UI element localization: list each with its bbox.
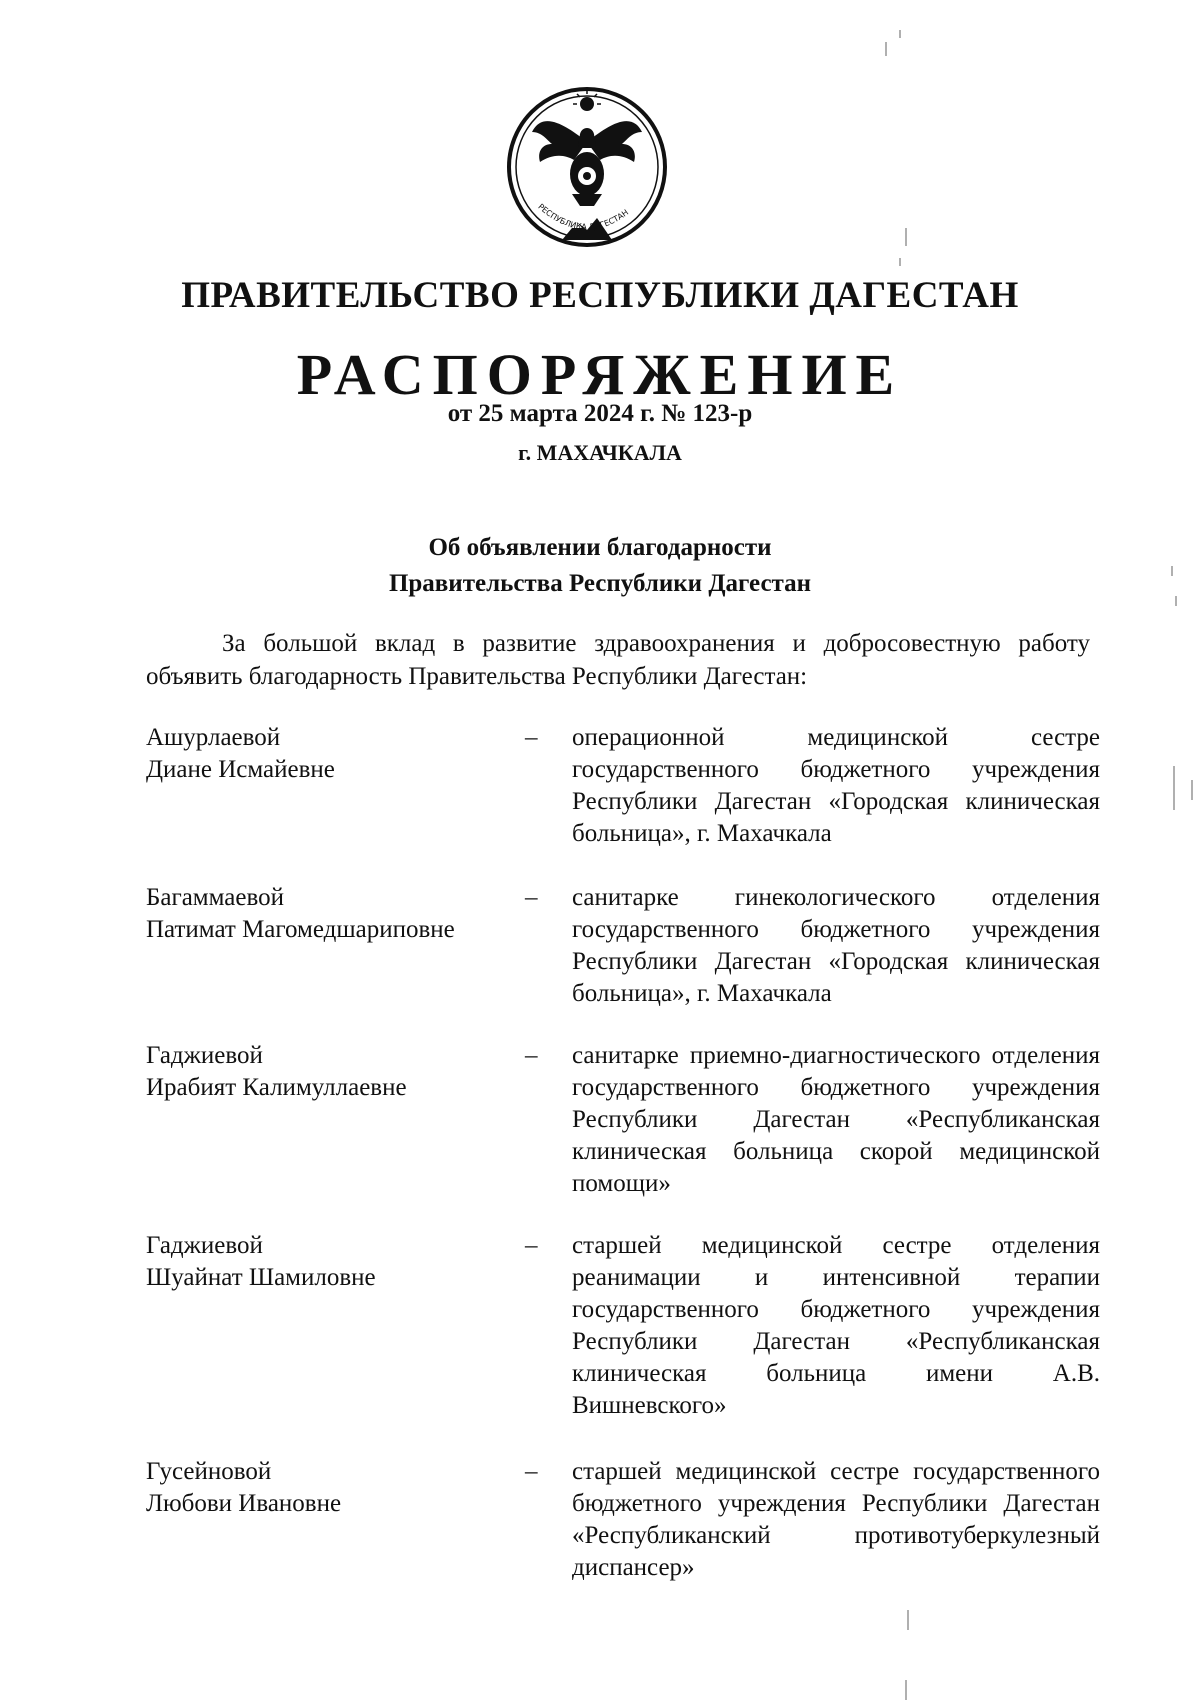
preamble-paragraph: За большой вклад в развитие здравоохранения и добросовестную работу объявить благодарность Правительства Республики Дагестан: — [146, 630, 1090, 690]
awardee-given-names: Патимат Магомедшариповне — [146, 916, 455, 943]
awardee-surname: Гаджиевой — [146, 1232, 263, 1259]
subject-line-1: Об объявлении благодарности — [428, 534, 772, 561]
emblem-ribbon-text: РЕСПУБЛИКА ДАГЕСТАН — [536, 202, 631, 232]
awardee-position-description: старшей медицинской сестре отделения реанимации и интенсивной терапии государственного бюджетного учреждения Республики Дагестан «Республиканская клиническая больница имени А.В. Вишневского» — [572, 1232, 1100, 1419]
coat-of-arms-emblem — [502, 82, 672, 260]
eagle-icon — [532, 121, 642, 206]
awardee-surname: Ашурлаевой — [146, 724, 281, 751]
awardee-entry — [146, 882, 1100, 1007]
awardee-surname: Багаммаевой — [146, 884, 284, 911]
document-subject — [0, 530, 1200, 602]
document-city: г. МАХАЧКАЛА — [518, 440, 682, 465]
awardee-dash: – — [525, 884, 538, 911]
awardee-dash: – — [525, 1458, 538, 1485]
subject-line-2: Правительства Республики Дагестан — [388, 570, 812, 597]
awardee-given-names: Ирабият Калимуллаевне — [146, 1074, 407, 1101]
awardee-given-names: Шуайнат Шамиловне — [146, 1264, 376, 1291]
awardee-position-description: санитарке приемно-диагностического отделения государственного бюджетного учреждения Республики Дагестан «Республиканская клиническая больница скорой медицинской помощи» — [572, 1042, 1100, 1197]
awardee-entry — [146, 722, 1100, 847]
awardee-entry — [146, 1456, 1100, 1581]
awardee-surname: Гаджиевой — [146, 1042, 263, 1069]
document-type: РАСПОРЯЖЕНИЕ — [296, 342, 904, 407]
awardee-entry — [146, 1230, 1100, 1419]
awardee-position-description: санитарке гинекологического отделения государственного бюджетного учреждения Республики Дагестан «Городская клиническая больница», г. Махачкала — [572, 884, 1100, 1007]
awardee-surname: Гусейновой — [146, 1458, 272, 1485]
awardee-dash: – — [525, 724, 538, 751]
awardee-position-description: операционной медицинской сестре государственного бюджетного учреждения Республики Дагестан «Городская клиническая больница», г. Махачкала — [572, 724, 1100, 847]
awardee-given-names: Диане Исмайевне — [146, 756, 335, 783]
awardee-dash: – — [525, 1042, 538, 1069]
awardee-given-names: Любови Ивановне — [146, 1490, 342, 1517]
government-title: ПРАВИТЕЛЬСТВО РЕСПУБЛИКИ ДАГЕСТАН — [181, 275, 1019, 316]
awardee-dash: – — [525, 1232, 538, 1259]
document-date-number: от 25 марта 2024 г. № 123-р — [447, 400, 753, 427]
awardee-position-description: старшей медицинской сестре государственного бюджетного учреждения Республики Дагестан «Республиканский противотуберкулезный диспансер» — [572, 1458, 1100, 1581]
sun-icon — [573, 90, 601, 111]
awardee-entry — [146, 1040, 1100, 1197]
